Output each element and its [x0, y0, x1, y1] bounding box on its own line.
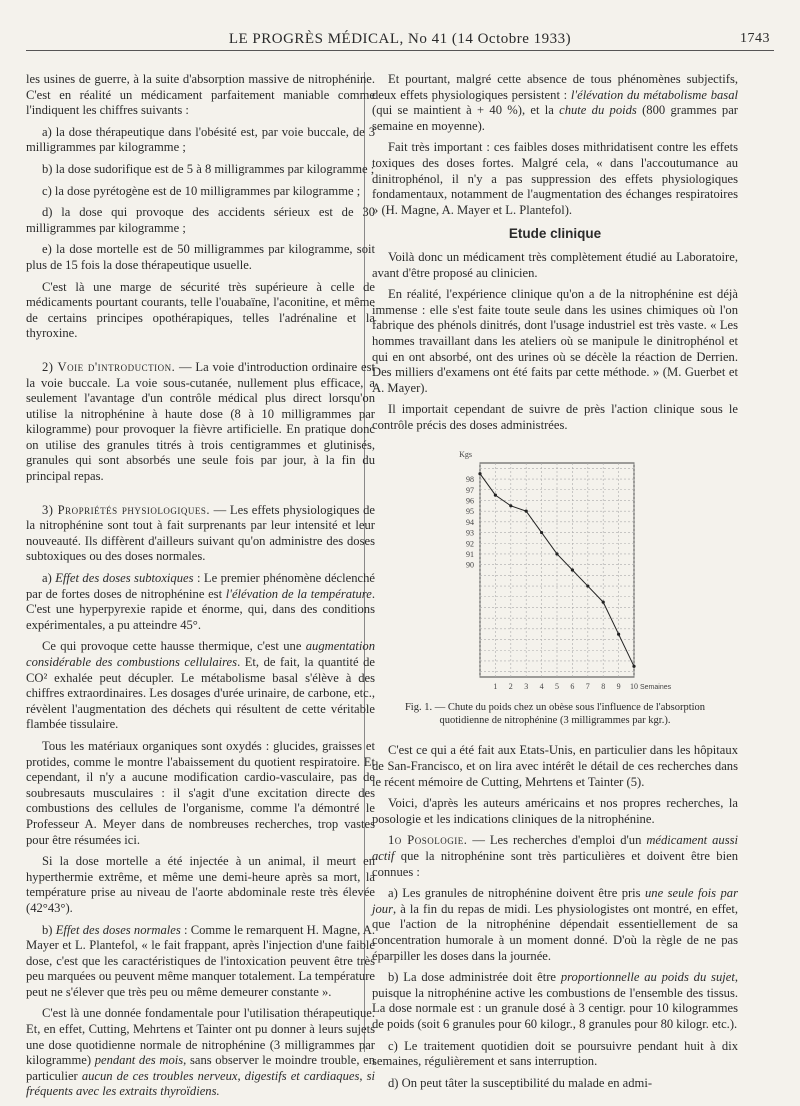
y-tick-label: 90	[466, 561, 474, 571]
paragraph: 1o Posologie. — Les recherches d'emploi d'un médicament aussi actif que la nitrophénine sont très particulières et doivent être bien connues :	[372, 833, 739, 879]
y-tick-label: 97	[466, 486, 474, 496]
data-point	[509, 505, 512, 508]
paragraph: Ce qui provoque cette hausse thermique, c'est une augmentation considérable des combustions cellulaires. Et, de fait, la quantité de CO² exhalée peut décupler. Le métabolisme basal s'élève à des chiffres extraordinaires. Les dosages d'urée urinaire, de carbone, etc., révèlent l'augmentation des déchets qui résultent de cette véritable flambée tissulaire.	[26, 639, 375, 732]
paragraph: En réalité, l'expérience clinique qu'on a de la nitrophénine est déjà immense : elle s'est faite toute seule dans les usines chimiques où l'on fabrique des phénols dinitrés, dont l'usage industriel est très vaste. « Les hommes travaillant dans les ateliers où se manipule le dinitrophénol et qui en ont absorbé, ont des urines où se décèle la réaction de Derrien. Des milliers d'examens ont été faits par cette méthode. » (M. Guerbet et A. Mayer).	[372, 287, 738, 395]
subsection-heading: 3) Propriétés physiologiques.	[42, 502, 210, 517]
weight-chart-svg	[372, 441, 738, 701]
paragraph: c) Le traitement quotidien doit se poursuivre pendant huit à dix semaines, régulièrement et sans interruption.	[372, 1038, 738, 1069]
y-axis-label: Kgs	[459, 450, 472, 460]
paragraph: a) Les granules de nitrophénine doivent être pris une seule fois par jour, à la fin du repas de midi. Les physiologistes ont montré, en effet, que l'action de la nitrophénine dépendait essentiellement de sa concentration humorale à un moment donné. D'où la règle de ne pas éparpiller les doses dans la journée.	[372, 886, 738, 963]
paragraph: Et pourtant, malgré cette absence de tous phénomènes subjectifs, deux effets physiologiques persistent : l'élévation du métabolisme basal (qui se maintient à + 40 %), et la chute du poids (800 grammes par semaine en moyenne).	[372, 72, 738, 133]
data-point	[571, 569, 574, 572]
data-point	[617, 633, 620, 636]
paragraph: Tous les matériaux organiques sont oxydés : glucides, graisses et protides, comme le montre l'abaissement du quotient respiratoire. Et cependant, il n'y a aucune modification cardio-vasculaire, pas de soubresauts musculaires : il s'agit d'une excitation directe des combustions des cellules de l'organisme, comme l'a démontré le Professeur A. Meyer dans de nombreuses recherches, trop vastes pour être résumées ici.	[26, 738, 375, 847]
paragraph: 2) Voie d'introduction. — La voie d'introduction ordinaire est la voie buccale. La voie sous-cutanée, nullement plus efficace, a seulement l'avantage d'un contrôle médical plus direct lorsqu'on utilise la nitrophénine à haute dose (8 à 10 milligrammes par kilogramme) pour provoquer la fièvre artificielle. En pratique donc on utilise des granules titrés à trois centigrammes et glutinisés, granules qui sont absorbés une seule fois par jour, à la fin du principal repas.	[26, 359, 375, 484]
paragraph: les usines de guerre, à la suite d'absorption massive de nitrophénine. C'est en réalité un médicament parfaitement maniable comme l'indiquent les chiffres suivants :	[26, 72, 375, 118]
data-point	[540, 531, 543, 534]
paragraph: C'est là une donnée fondamentale pour l'utilisation thérapeutique. Et, en effet, Cutting, Mehrtens et Tainter ont pu donner à leurs sujets une dose quotidienne normale de nitrophénine (3 milligrammes par kilogramme) pendant des mois, sans observer le moindre trouble, en particulier aucun de ces troubles nerveux, digestifs et cardiaques, si fréquents avec les extraits thyroïdiens.	[26, 1006, 375, 1099]
paragraph: b) la dose sudorifique est de 5 à 8 milligrammes par kilogramme ;	[42, 161, 375, 176]
paragraph: d) On peut tâter la susceptibilité du malade en admi-	[388, 1075, 653, 1090]
y-tick-label: 92	[466, 539, 474, 549]
weight-series-line	[480, 474, 634, 667]
x-tick-label: 9	[616, 682, 621, 692]
right-column	[372, 72, 738, 1097]
data-point	[602, 601, 605, 604]
y-tick-label: 98	[466, 475, 474, 485]
paragraph: Il importait cependant de suivre de près l'action clinique sous le contrôle précis des doses administrées.	[372, 402, 738, 432]
paragraph: e) la dose mortelle est de 50 milligrammes par kilogramme, soit plus de 15 fois la dose thérapeutique usuelle.	[26, 242, 375, 272]
paragraph: b) Effet des doses normales : Comme le remarquent H. Magne, A. Mayer et L. Plantefol, « le fait frappant, après l'injection d'une faible dose, c'est que les caractéristiques de l'intoxication peuvent être très peu marquées ou peuvent même manquer totalement. La température peut ne s'élever que très peu ou même demeurer constante ».	[26, 922, 376, 999]
x-tick-label: 5	[555, 682, 559, 692]
x-tick-label: 7	[585, 682, 590, 692]
x-axis-label: Semaines	[640, 684, 672, 692]
x-tick-label: 8	[601, 682, 606, 692]
figure-caption: Fig. 1. — Chute du poids chez un obèse sous l'influence de l'absorption quotidienne de nitrophénine (3 milligrammes par kgr.).	[404, 702, 706, 727]
x-tick-label: 2	[508, 682, 513, 692]
y-tick-label: 93	[466, 529, 474, 539]
paragraph: Fait très important : ces faibles doses mithridatisent contre les effets toxiques des doses fortes. Malgré cela, « dans l'accoutumance au dinitrophénol, il n'y a pas suppression des effets physiologiques fondamentaux, notamment de l'augmentation des échanges respiratoires » (H. Magne, A. Mayer et L. Plantefol).	[372, 140, 738, 217]
x-tick-label: 6	[570, 682, 575, 692]
data-point	[478, 473, 481, 476]
x-tick-label: 1	[493, 682, 498, 692]
subsection-heading: 1o Posologie.	[388, 833, 468, 848]
paragraph: Voilà donc un médicament très complètement étudié au Laboratoire, avant d'être proposé au clinicien.	[372, 249, 738, 280]
y-tick-label: 95	[466, 507, 474, 517]
y-tick-label: 91	[466, 550, 474, 560]
running-header	[26, 28, 774, 51]
paragraph: Si la dose mortelle a été injectée à un animal, il meurt en hyperthermie extrême, et même une demi-heure après sa mort, la température prise au niveau de l'aorte abdominale reste très élevée (42°43°).	[26, 854, 375, 915]
data-point	[494, 494, 497, 497]
paragraph: Voici, d'après les auteurs américains et nos propres recherches, la posologie et les indications cliniques de la nitrophénine.	[372, 796, 738, 826]
x-tick-label: 4	[539, 682, 544, 692]
x-tick-label: 3	[524, 682, 529, 692]
paragraph: a) la dose thérapeutique dans l'obésité est, par voie buccale, de 3 milligrammes par kilogramme ;	[26, 124, 375, 155]
data-point	[555, 553, 558, 556]
y-tick-label: 94	[466, 518, 474, 528]
paragraph: a) Effet des doses subtoxiques : Le premier phénomène déclenché par de fortes doses de nitrophénine est l'élévation de la température. C'est une hyperpyrexie rapide et énorme, qui, dans des conditions expérimentales, a pu atteindre 45°.	[26, 571, 375, 632]
section-title: Etude clinique	[508, 226, 602, 242]
paragraph: b) La dose administrée doit être proportionnelle au poids du sujet, puisque la nitrophénine active les combustions de l'ensemble des tissus. La dose normale est : un granule dosé à 3 centigr. pour 10 kilogrammes de poids (soit 6 granules pour 60 kilogr., 8 granules pour 80 kilogr. etc.).	[372, 970, 738, 1031]
paragraph: 3) Propriétés physiologiques. — Les effets physiologiques de la nitrophénine sont tout à fait surprenants par leur intensité et leur nouveauté. Ils diffèrent d'ailleurs suivant qu'on administre des doses subtoxiques ou des doses normales.	[26, 502, 375, 564]
weight-chart	[372, 441, 738, 701]
journal-title: LE PROGRÈS MÉDICAL, No 41 (14 Octobre 1933)	[228, 31, 572, 47]
paragraph: C'est ce qui a été fait aux Etats-Unis, en particulier dans les hôpitaux de San-Francisco, et on lira avec intérêt le détail de ces recherches dans le récent mémoire de Cutting, Mehrtens et Tainter (5).	[372, 743, 738, 789]
subsection-heading: 2) Voie d'introduction.	[42, 359, 176, 374]
data-point	[632, 665, 635, 668]
paragraph: c) la dose pyrétogène est de 10 milligrammes par kilogramme ;	[42, 183, 361, 198]
left-column	[26, 72, 375, 1106]
paragraph: C'est là une marge de sécurité très supérieure à celle de médicaments pourtant courants, telle l'ouabaïne, l'aconitine, et même de certains principes opothérapiques, telles l'adrénaline et la thyroxine.	[26, 279, 375, 341]
y-tick-label: 96	[466, 496, 474, 506]
x-tick-label: 10	[630, 682, 638, 692]
data-point	[586, 585, 589, 588]
data-point	[525, 510, 528, 513]
paragraph: d) la dose qui provoque des accidents sérieux est de 30 milligrammes par kilogramme ;	[26, 205, 375, 235]
page-number: 1743	[740, 31, 770, 46]
